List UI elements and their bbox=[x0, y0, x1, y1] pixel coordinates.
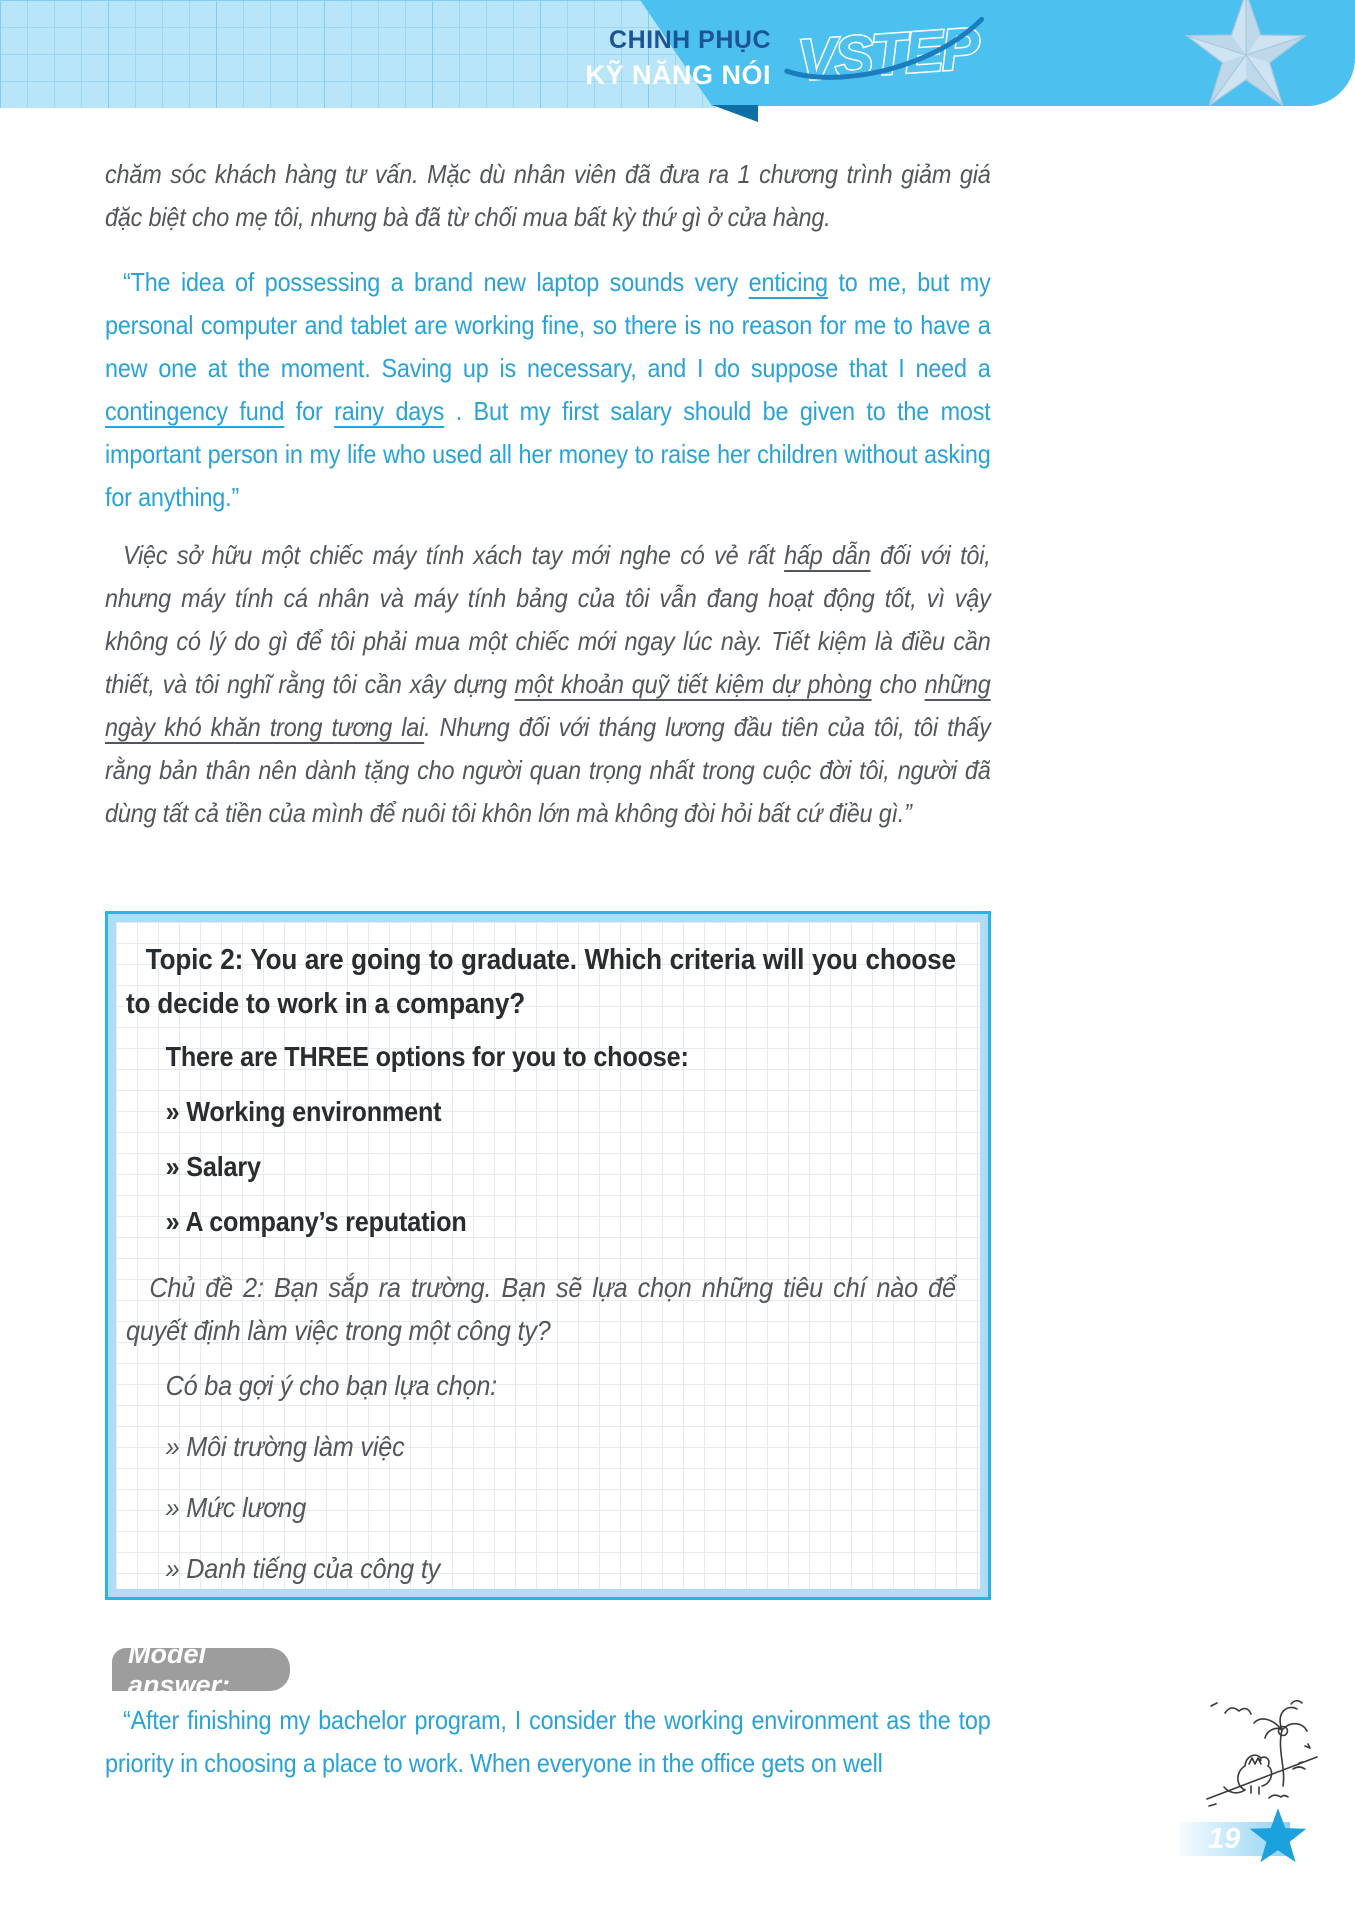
topic-option-vi: » Mức lương bbox=[165, 1492, 307, 1523]
topic-title: Topic 2: You are going to graduate. Which criteria will you choose to decide to work in a company? bbox=[126, 944, 956, 1020]
topic-box-grid-area bbox=[116, 922, 980, 1589]
origami-star-icon bbox=[1156, 0, 1336, 120]
topic-subtitle-vietnamese: Có ba gợi ý cho bạn lựa chọn: bbox=[165, 1370, 497, 1401]
dinosaur-palm-doodle bbox=[1205, 1698, 1320, 1810]
page-number-star-icon bbox=[1246, 1806, 1310, 1870]
paragraph-model-answer-topic2: “After finishing my bachelor program, I consider the working environment as the top priority in choosing a place to work. When everyone in the office gets on well bbox=[105, 1705, 991, 1778]
tagline-line1: CHINH PHỤC bbox=[609, 26, 771, 54]
topic-option-en: » A company’s reputation bbox=[165, 1206, 467, 1237]
topic-subtitle: There are THREE options for you to choose: bbox=[165, 1041, 689, 1072]
vstep-logo-text: VSTEP bbox=[795, 15, 981, 94]
topic-option-vi: » Danh tiếng của công ty bbox=[165, 1553, 441, 1584]
tagline-line2: KỸ NĂNG NÓI bbox=[585, 59, 771, 90]
paragraph-vietnamese-intro: chăm sóc khách hàng tư vấn. Mặc dù nhân viên đã đưa ra 1 chương trình giảm giá đặc biệt cho mẹ tôi, nhưng bà đã từ chối mua bất kỳ thứ gì ở cửa hàng. bbox=[105, 159, 991, 232]
topic-option-vi: » Môi trường làm việc bbox=[165, 1431, 405, 1462]
model-answer-badge bbox=[112, 1638, 290, 1700]
vstep-logo bbox=[778, 8, 998, 104]
header-tagline bbox=[553, 26, 771, 91]
paragraph-vietnamese-translation: Việc sở hữu một chiếc máy tính xách tay mới nghe có vẻ rất hấp dẫn đối với tôi, nhưng máy tính cá nhân và máy tính bảng của tôi vẫn đang hoạt động tốt, vì vậy không có lý do gì để tôi phải mua một chiếc mới ngay lúc này. Tiết kiệm là điều cần thiết, và tôi nghĩ rằng tôi cần xây dựng một khoản quỹ tiết kiệm dự phòng cho những ngày khó khăn trong tương lai. Nhưng đối với tháng lương đầu tiên của tôi, tôi thấy rằng bản thân nên dành tặng cho người quan trọng nhất trong cuộc đời tôi, người đã dùng tất cả tiền của mình để nuôi tôi khôn lớn mà không đòi hỏi bất cứ điều gì.” bbox=[105, 540, 991, 828]
paragraph-english-model-answer: “The idea of possessing a brand new laptop sounds very enticing to me, but my personal computer and tablet are working fine, so there is no reason for me to have a new one at the moment. Saving up is necessary, and I do suppose that I need a contingency fund for rainy days . But my first salary should be given to the most important person in my life who used all her money to raise her children without asking for anything.” bbox=[105, 267, 991, 512]
topic-box bbox=[105, 911, 991, 1600]
topic-option-en: » Salary bbox=[165, 1151, 261, 1182]
banner-fold-triangle bbox=[712, 105, 758, 122]
topic-title-vietnamese: Chủ đề 2: Bạn sắp ra trường. Bạn sẽ lựa chọn những tiêu chí nào để quyết định làm việc trong một công ty? bbox=[126, 1272, 956, 1346]
model-answer-label: Model answer: bbox=[128, 1638, 231, 1700]
topic-option-en: » Working environment bbox=[165, 1096, 442, 1127]
page-number: 19 bbox=[1208, 1822, 1241, 1855]
